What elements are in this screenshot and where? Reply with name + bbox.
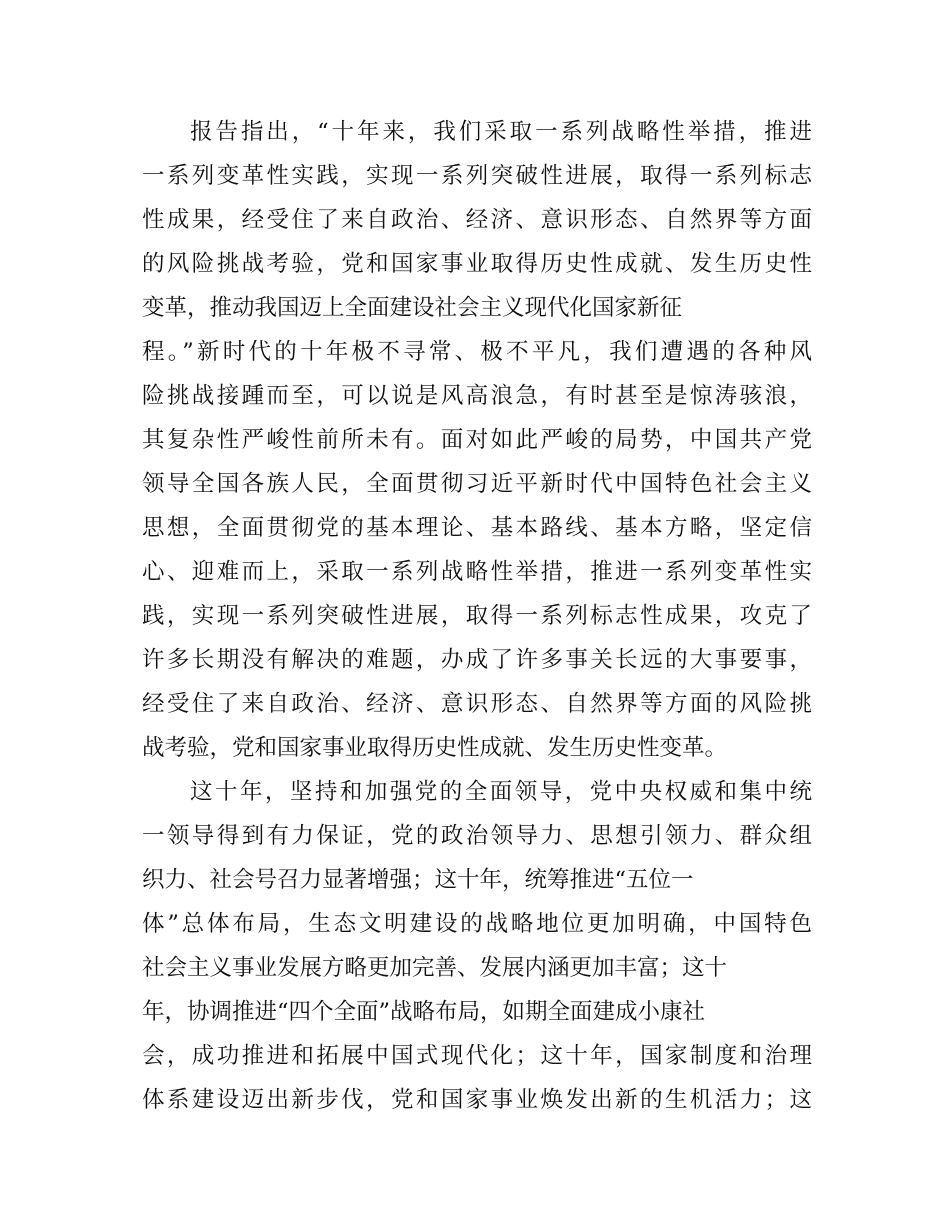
paragraph-line: 性成果，经受住了来自政治、经济、意识形态、自然界等方面 — [142, 207, 812, 233]
paragraph-line: 变革，推动我国迈上全面建设社会主义现代化国家新征 — [142, 295, 683, 321]
paragraph-line: 战考验，党和国家事业取得历史性成就、发生历史性变革。 — [142, 735, 728, 761]
paragraph-line: 会，成功推进和拓展中国式现代化；这十年，国家制度和治理 — [142, 1043, 812, 1069]
paragraph-line: 的风险挑战考验，党和国家事业取得历史性成就、发生历史性 — [142, 251, 812, 277]
paragraph-line: 一系列变革性实践，实现一系列突破性进展，取得一系列标志 — [142, 163, 812, 189]
paragraph-line: 践，实现一系列突破性进展，取得一系列标志性成果，攻克了 — [142, 603, 812, 629]
paragraph-line: 体”总体布局，生态文明建设的战略地位更加明确，中国特色 — [142, 911, 812, 937]
paragraph-line: 心、迎难而上，采取一系列战略性举措，推进一系列变革性实 — [142, 559, 812, 585]
paragraph-line: 领导全国各族人民，全面贯彻习近平新时代中国特色社会主义 — [142, 471, 812, 497]
paragraph-line: 社会主义事业发展方略更加完善、发展内涵更加丰富；这十 — [142, 955, 728, 981]
paragraph-line: 经受住了来自政治、经济、意识形态、自然界等方面的风险挑 — [142, 691, 812, 717]
paragraph-line: 织力、社会号召力显著增强；这十年，统筹推进“五位一 — [142, 867, 694, 893]
paragraph-line: 险挑战接踵而至，可以说是风高浪急，有时甚至是惊涛骇浪， — [142, 383, 812, 409]
paragraph-line: 思想，全面贯彻党的基本理论、基本路线、基本方略，坚定信 — [142, 515, 812, 541]
paragraph-line: 报告指出，“十年来，我们采取一系列战略性举措，推进 — [190, 119, 812, 145]
paragraph-line: 程。”新时代的十年极不寻常、极不平凡，我们遭遇的各种风 — [142, 339, 812, 365]
paragraph-line: 许多长期没有解决的难题，办成了许多事关长远的大事要事， — [142, 647, 812, 673]
paragraph-line: 年，协调推进“四个全面”战略布局，如期全面建成小康社 — [142, 999, 706, 1025]
paragraph-line: 其复杂性严峻性前所未有。面对如此严峻的局势，中国共产党 — [142, 427, 812, 453]
paragraph-line: 这十年，坚持和加强党的全面领导，党中央权威和集中统 — [190, 779, 812, 805]
paragraph-line: 一领导得到有力保证，党的政治领导力、思想引领力、群众组 — [142, 823, 812, 849]
paragraph-line: 体系建设迈出新步伐，党和国家事业焕发出新的生机活力；这 — [142, 1087, 812, 1113]
